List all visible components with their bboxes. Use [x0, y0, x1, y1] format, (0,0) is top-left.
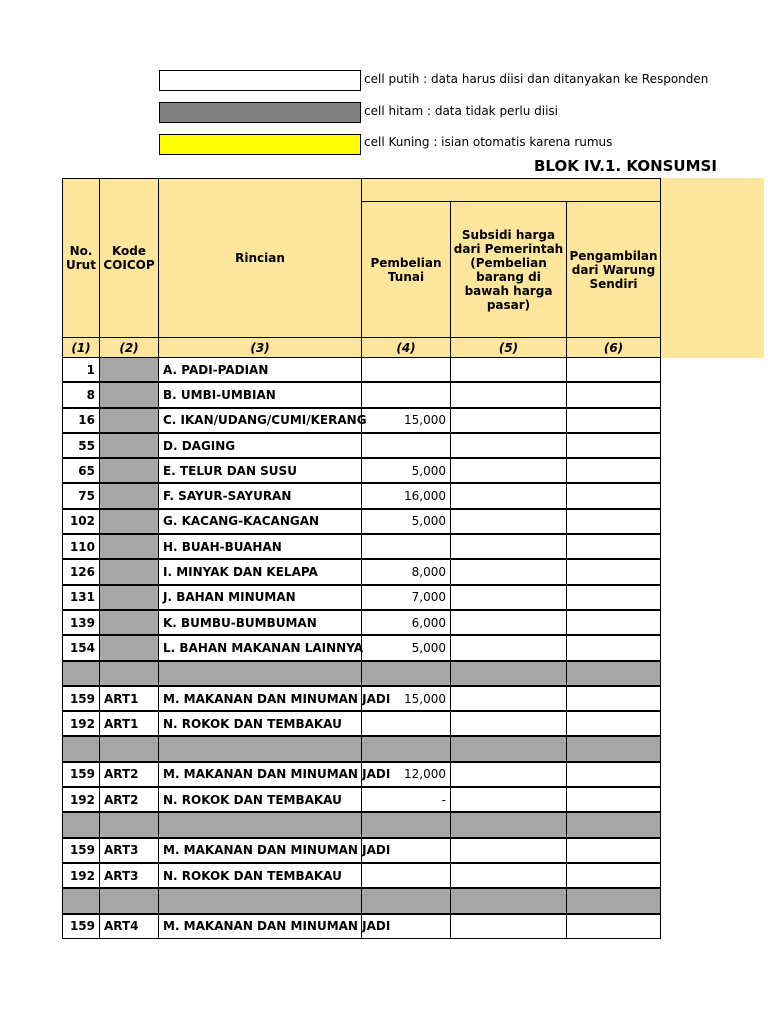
cell-pengambilan[interactable] [566, 483, 661, 508]
cell-subsidi[interactable] [450, 888, 567, 913]
colnum-6: (6) [566, 337, 661, 358]
cell-no-urut[interactable]: 8 [62, 382, 100, 407]
table-row [62, 458, 661, 483]
cell-pembelian-tunai[interactable] [361, 711, 451, 736]
cell-no-urut[interactable]: 131 [62, 585, 100, 610]
cell-subsidi[interactable] [450, 433, 567, 458]
cell-subsidi[interactable] [450, 812, 567, 837]
cell-rincian[interactable] [158, 661, 362, 686]
cell-kode-coicop[interactable]: ART3 [99, 863, 159, 888]
cell-rincian[interactable]: M. MAKANAN DAN MINUMAN JADI [158, 838, 362, 863]
cell-pengambilan[interactable] [566, 610, 661, 635]
block-title: BLOK IV.1. KONSUMSI [534, 157, 717, 175]
cell-pembelian-tunai[interactable]: 15,000 [361, 408, 451, 433]
cell-kode-coicop[interactable] [99, 458, 159, 483]
legend-swatch-yellow [159, 134, 361, 155]
cell-no-urut[interactable]: 65 [62, 458, 100, 483]
legend-text-grey: cell hitam : data tidak perlu diisi [364, 104, 558, 118]
cell-rincian[interactable] [158, 736, 362, 761]
cell-pengambilan[interactable] [566, 863, 661, 888]
table-row [62, 408, 661, 433]
cell-no-urut[interactable]: 159 [62, 838, 100, 863]
cell-rincian[interactable]: M. MAKANAN DAN MINUMAN JADI [158, 762, 362, 787]
header-kode-coicop[interactable]: Kode COICOP [99, 178, 159, 338]
cell-pengambilan[interactable] [566, 812, 661, 837]
cell-pembelian-tunai[interactable]: 5,000 [361, 635, 451, 660]
cell-pembelian-tunai[interactable]: 5,000 [361, 458, 451, 483]
cell-subsidi[interactable] [450, 559, 567, 584]
cell-no-urut[interactable] [62, 888, 100, 913]
header-group-top[interactable] [361, 178, 661, 202]
cell-rincian[interactable]: K. BUMBU-BUMBUMAN [158, 610, 362, 635]
cell-pengambilan[interactable] [566, 509, 661, 534]
cell-no-urut[interactable]: 154 [62, 635, 100, 660]
cell-subsidi[interactable] [450, 661, 567, 686]
cell-no-urut[interactable]: 192 [62, 787, 100, 812]
table-row [62, 509, 661, 534]
cell-pengambilan[interactable] [566, 838, 661, 863]
cell-subsidi[interactable] [450, 762, 567, 787]
cell-no-urut[interactable] [62, 812, 100, 837]
cell-subsidi[interactable] [450, 382, 567, 407]
cell-subsidi[interactable] [450, 483, 567, 508]
cell-no-urut[interactable]: 159 [62, 762, 100, 787]
cell-kode-coicop[interactable] [99, 635, 159, 660]
cell-pengambilan[interactable] [566, 433, 661, 458]
cell-pengambilan[interactable] [566, 382, 661, 407]
cell-subsidi[interactable] [450, 408, 567, 433]
header-rincian[interactable]: Rincian [158, 178, 362, 338]
cell-pengambilan[interactable] [566, 787, 661, 812]
cell-rincian[interactable]: N. ROKOK DAN TEMBAKAU [158, 863, 362, 888]
cell-pembelian-tunai[interactable] [361, 838, 451, 863]
cell-subsidi[interactable] [450, 838, 567, 863]
cell-subsidi[interactable] [450, 787, 567, 812]
table-row [62, 483, 661, 508]
cell-no-urut[interactable]: 126 [62, 559, 100, 584]
table-row [62, 838, 661, 863]
table-row [62, 686, 661, 711]
cell-rincian[interactable]: H. BUAH-BUAHAN [158, 534, 362, 559]
cell-kode-coicop[interactable]: ART4 [99, 914, 159, 939]
cell-pembelian-tunai[interactable] [361, 382, 451, 407]
cell-kode-coicop[interactable]: ART2 [99, 787, 159, 812]
cell-kode-coicop[interactable] [99, 483, 159, 508]
cell-subsidi[interactable] [450, 914, 567, 939]
cell-kode-coicop[interactable] [99, 534, 159, 559]
cell-subsidi[interactable] [450, 509, 567, 534]
table-row [62, 433, 661, 458]
header-pengambilan-warung[interactable]: Pengambilan dari Warung Sendiri [566, 201, 661, 338]
cell-kode-coicop[interactable] [99, 736, 159, 761]
cell-pembelian-tunai[interactable] [361, 914, 451, 939]
cell-subsidi[interactable] [450, 610, 567, 635]
table-row [62, 585, 661, 610]
cell-no-urut[interactable]: 16 [62, 408, 100, 433]
cell-no-urut[interactable]: 159 [62, 686, 100, 711]
cell-no-urut[interactable]: 110 [62, 534, 100, 559]
cell-pembelian-tunai[interactable] [361, 661, 451, 686]
cell-pengambilan[interactable] [566, 888, 661, 913]
cell-pengambilan[interactable] [566, 357, 661, 382]
colnum-5: (5) [450, 337, 567, 358]
cell-kode-coicop[interactable]: ART1 [99, 686, 159, 711]
cell-kode-coicop[interactable] [99, 433, 159, 458]
colnum-2: (2) [99, 337, 159, 358]
cell-pengambilan[interactable] [566, 534, 661, 559]
cell-kode-coicop[interactable] [99, 812, 159, 837]
cell-kode-coicop[interactable] [99, 408, 159, 433]
table-row [62, 559, 661, 584]
cell-pembelian-tunai[interactable]: - [361, 787, 451, 812]
cell-kode-coicop[interactable] [99, 661, 159, 686]
cell-kode-coicop[interactable] [99, 888, 159, 913]
cell-no-urut[interactable] [62, 661, 100, 686]
table-row [62, 382, 661, 407]
header-no-urut[interactable]: No. Urut [62, 178, 100, 338]
cell-kode-coicop[interactable] [99, 357, 159, 382]
table-row [62, 863, 661, 888]
cell-pengambilan[interactable] [566, 686, 661, 711]
header-pembelian-tunai[interactable]: Pembelian Tunai [361, 201, 451, 338]
cell-pengambilan[interactable] [566, 914, 661, 939]
cell-pembelian-tunai[interactable] [361, 812, 451, 837]
cell-pembelian-tunai[interactable]: 12,000 [361, 762, 451, 787]
cell-no-urut[interactable]: 55 [62, 433, 100, 458]
table-row [62, 610, 661, 635]
separator-row [62, 888, 661, 913]
cell-pengambilan[interactable] [566, 762, 661, 787]
data-table-body [62, 357, 661, 939]
cell-kode-coicop[interactable] [99, 382, 159, 407]
cell-pembelian-tunai[interactable] [361, 433, 451, 458]
cell-rincian[interactable]: G. KACANG-KACANGAN [158, 509, 362, 534]
cell-pembelian-tunai[interactable]: 8,000 [361, 559, 451, 584]
cell-kode-coicop[interactable] [99, 610, 159, 635]
cell-kode-coicop[interactable] [99, 585, 159, 610]
cell-kode-coicop[interactable]: ART2 [99, 762, 159, 787]
cell-pembelian-tunai[interactable] [361, 736, 451, 761]
cell-pengambilan[interactable] [566, 408, 661, 433]
colnum-4: (4) [361, 337, 451, 358]
cell-no-urut[interactable]: 75 [62, 483, 100, 508]
colnum-1: (1) [62, 337, 100, 358]
cell-no-urut[interactable]: 192 [62, 711, 100, 736]
cell-rincian[interactable]: J. BAHAN MINUMAN [158, 585, 362, 610]
table-row [62, 357, 661, 382]
cell-pengambilan[interactable] [566, 635, 661, 660]
cell-pengambilan[interactable] [566, 458, 661, 483]
cell-rincian[interactable] [158, 888, 362, 913]
cell-no-urut[interactable]: 102 [62, 509, 100, 534]
separator-row [62, 812, 661, 837]
colnum-3: (3) [158, 337, 362, 358]
cell-rincian[interactable]: C. IKAN/UDANG/CUMI/KERANG [158, 408, 362, 433]
table-row [62, 914, 661, 939]
table-row [62, 762, 661, 787]
cell-subsidi[interactable] [450, 711, 567, 736]
cell-pengambilan[interactable] [566, 711, 661, 736]
header-band-extension [661, 178, 764, 358]
table-row [62, 711, 661, 736]
cell-rincian[interactable]: B. UMBI-UMBIAN [158, 382, 362, 407]
cell-kode-coicop[interactable]: ART1 [99, 711, 159, 736]
cell-rincian[interactable]: N. ROKOK DAN TEMBAKAU [158, 711, 362, 736]
cell-pembelian-tunai[interactable] [361, 534, 451, 559]
cell-subsidi[interactable] [450, 458, 567, 483]
cell-subsidi[interactable] [450, 635, 567, 660]
cell-rincian[interactable]: N. ROKOK DAN TEMBAKAU [158, 787, 362, 812]
cell-pembelian-tunai[interactable] [361, 888, 451, 913]
cell-rincian[interactable]: D. DAGING [158, 433, 362, 458]
legend-text-yellow: cell Kuning : isian otomatis karena rumus [364, 135, 613, 149]
cell-subsidi[interactable] [450, 686, 567, 711]
cell-pembelian-tunai[interactable]: 7,000 [361, 585, 451, 610]
cell-kode-coicop[interactable]: ART3 [99, 838, 159, 863]
cell-subsidi[interactable] [450, 357, 567, 382]
cell-subsidi[interactable] [450, 863, 567, 888]
cell-no-urut[interactable] [62, 736, 100, 761]
cell-kode-coicop[interactable] [99, 559, 159, 584]
cell-pengambilan[interactable] [566, 585, 661, 610]
header-subsidi-harga[interactable]: Subsidi harga dari Pemerintah (Pembelian barang di bawah harga pasar) [450, 201, 567, 338]
legend-swatch-white [159, 70, 361, 91]
cell-no-urut[interactable]: 139 [62, 610, 100, 635]
cell-pembelian-tunai[interactable] [361, 357, 451, 382]
cell-subsidi[interactable] [450, 736, 567, 761]
cell-rincian[interactable]: A. PADI-PADIAN [158, 357, 362, 382]
cell-subsidi[interactable] [450, 585, 567, 610]
cell-pengambilan[interactable] [566, 661, 661, 686]
cell-pembelian-tunai[interactable]: 15,000 [361, 686, 451, 711]
cell-rincian[interactable]: E. TELUR DAN SUSU [158, 458, 362, 483]
table-row [62, 534, 661, 559]
legend-swatch-grey [159, 102, 361, 123]
cell-pembelian-tunai[interactable]: 6,000 [361, 610, 451, 635]
cell-pengambilan[interactable] [566, 736, 661, 761]
separator-row [62, 661, 661, 686]
cell-kode-coicop[interactable] [99, 509, 159, 534]
cell-no-urut[interactable]: 192 [62, 863, 100, 888]
legend-text-white: cell putih : data harus diisi dan ditanyakan ke Responden [364, 72, 709, 86]
cell-rincian[interactable]: F. SAYUR-SAYURAN [158, 483, 362, 508]
cell-rincian[interactable]: L. BAHAN MAKANAN LAINNYA [158, 635, 362, 660]
cell-pengambilan[interactable] [566, 559, 661, 584]
table-row [62, 635, 661, 660]
cell-pembelian-tunai[interactable]: 5,000 [361, 509, 451, 534]
cell-pembelian-tunai[interactable]: 16,000 [361, 483, 451, 508]
cell-rincian[interactable]: I. MINYAK DAN KELAPA [158, 559, 362, 584]
cell-rincian[interactable]: M. MAKANAN DAN MINUMAN JADI [158, 686, 362, 711]
table-row [62, 787, 661, 812]
cell-subsidi[interactable] [450, 534, 567, 559]
cell-pembelian-tunai[interactable] [361, 863, 451, 888]
cell-rincian[interactable]: M. MAKANAN DAN MINUMAN JADI [158, 914, 362, 939]
cell-no-urut[interactable]: 159 [62, 914, 100, 939]
separator-row [62, 736, 661, 761]
cell-rincian[interactable] [158, 812, 362, 837]
cell-no-urut[interactable]: 1 [62, 357, 100, 382]
